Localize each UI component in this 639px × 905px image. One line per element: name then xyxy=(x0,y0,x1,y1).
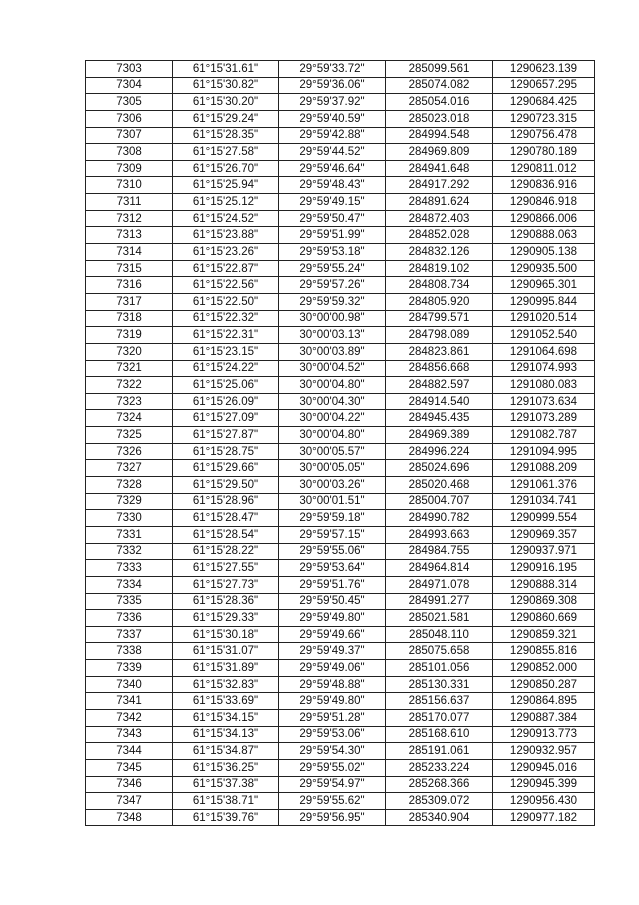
y-coordinate-cell: 1290846.918 xyxy=(493,194,595,211)
latitude-cell: 61°15'23.88" xyxy=(173,227,279,244)
longitude-cell: 30°00'04.52" xyxy=(279,360,386,377)
point-number-cell: 7340 xyxy=(86,676,173,693)
x-coordinate-cell: 285268.366 xyxy=(386,776,493,793)
table-row xyxy=(86,343,595,360)
longitude-cell: 29°59'50.47" xyxy=(279,210,386,227)
table-row xyxy=(86,560,595,577)
y-coordinate-cell: 1290969.357 xyxy=(493,526,595,543)
table-row xyxy=(86,327,595,344)
point-number-cell: 7336 xyxy=(86,610,173,627)
y-coordinate-cell: 1291088.209 xyxy=(493,460,595,477)
latitude-cell: 61°15'28.36" xyxy=(173,593,279,610)
latitude-cell: 61°15'28.54" xyxy=(173,526,279,543)
y-coordinate-cell: 1290995.844 xyxy=(493,293,595,310)
latitude-cell: 61°15'36.25" xyxy=(173,759,279,776)
longitude-cell: 30°00'03.89" xyxy=(279,343,386,360)
latitude-cell: 61°15'31.89" xyxy=(173,660,279,677)
latitude-cell: 61°15'27.09" xyxy=(173,410,279,427)
x-coordinate-cell: 284971.078 xyxy=(386,576,493,593)
y-coordinate-cell: 1290723.315 xyxy=(493,110,595,127)
point-number-cell: 7344 xyxy=(86,743,173,760)
y-coordinate-cell: 1291064.698 xyxy=(493,343,595,360)
latitude-cell: 61°15'26.09" xyxy=(173,393,279,410)
table-row xyxy=(86,293,595,310)
table-row xyxy=(86,377,595,394)
point-number-cell: 7303 xyxy=(86,61,173,78)
y-coordinate-cell: 1291052.540 xyxy=(493,327,595,344)
x-coordinate-cell: 284969.389 xyxy=(386,427,493,444)
longitude-cell: 29°59'59.18" xyxy=(279,510,386,527)
x-coordinate-cell: 285024.696 xyxy=(386,460,493,477)
latitude-cell: 61°15'28.35" xyxy=(173,127,279,144)
point-number-cell: 7341 xyxy=(86,693,173,710)
longitude-cell: 30°00'03.13" xyxy=(279,327,386,344)
y-coordinate-cell: 1290916.195 xyxy=(493,560,595,577)
longitude-cell: 29°59'37.92" xyxy=(279,94,386,111)
latitude-cell: 61°15'29.24" xyxy=(173,110,279,127)
table-row xyxy=(86,493,595,510)
latitude-cell: 61°15'31.61" xyxy=(173,61,279,78)
x-coordinate-cell: 285340.904 xyxy=(386,809,493,826)
x-coordinate-cell: 284872.403 xyxy=(386,210,493,227)
table-row xyxy=(86,443,595,460)
x-coordinate-cell: 284994.548 xyxy=(386,127,493,144)
y-coordinate-cell: 1290780.189 xyxy=(493,144,595,161)
y-coordinate-cell: 1290811.012 xyxy=(493,160,595,177)
latitude-cell: 61°15'30.18" xyxy=(173,626,279,643)
point-number-cell: 7332 xyxy=(86,543,173,560)
longitude-cell: 29°59'42.88" xyxy=(279,127,386,144)
table-row xyxy=(86,477,595,494)
longitude-cell: 30°00'05.57" xyxy=(279,443,386,460)
longitude-cell: 29°59'46.64" xyxy=(279,160,386,177)
table-row xyxy=(86,144,595,161)
table-row xyxy=(86,576,595,593)
longitude-cell: 29°59'57.15" xyxy=(279,526,386,543)
longitude-cell: 29°59'53.06" xyxy=(279,726,386,743)
point-number-cell: 7321 xyxy=(86,360,173,377)
point-number-cell: 7311 xyxy=(86,194,173,211)
table-row xyxy=(86,393,595,410)
x-coordinate-cell: 284917.292 xyxy=(386,177,493,194)
point-number-cell: 7329 xyxy=(86,493,173,510)
point-number-cell: 7310 xyxy=(86,177,173,194)
x-coordinate-cell: 285054.016 xyxy=(386,94,493,111)
y-coordinate-cell: 1290888.063 xyxy=(493,227,595,244)
point-number-cell: 7308 xyxy=(86,144,173,161)
y-coordinate-cell: 1290850.287 xyxy=(493,676,595,693)
y-coordinate-cell: 1290864.895 xyxy=(493,693,595,710)
x-coordinate-cell: 284882.597 xyxy=(386,377,493,394)
latitude-cell: 61°15'28.22" xyxy=(173,543,279,560)
latitude-cell: 61°15'34.13" xyxy=(173,726,279,743)
longitude-cell: 29°59'33.72" xyxy=(279,61,386,78)
table-row xyxy=(86,526,595,543)
point-number-cell: 7314 xyxy=(86,244,173,261)
longitude-cell: 30°00'01.51" xyxy=(279,493,386,510)
table-row xyxy=(86,427,595,444)
latitude-cell: 61°15'27.87" xyxy=(173,427,279,444)
table-row xyxy=(86,809,595,826)
x-coordinate-cell: 285101.056 xyxy=(386,660,493,677)
x-coordinate-cell: 284996.224 xyxy=(386,443,493,460)
x-coordinate-cell: 285048.110 xyxy=(386,626,493,643)
longitude-cell: 29°59'56.95" xyxy=(279,809,386,826)
table-row xyxy=(86,360,595,377)
y-coordinate-cell: 1291074.993 xyxy=(493,360,595,377)
point-number-cell: 7338 xyxy=(86,643,173,660)
x-coordinate-cell: 285074.082 xyxy=(386,77,493,94)
point-number-cell: 7343 xyxy=(86,726,173,743)
point-number-cell: 7337 xyxy=(86,626,173,643)
latitude-cell: 61°15'32.83" xyxy=(173,676,279,693)
point-number-cell: 7323 xyxy=(86,393,173,410)
table-row xyxy=(86,726,595,743)
x-coordinate-cell: 284984.755 xyxy=(386,543,493,560)
longitude-cell: 30°00'04.80" xyxy=(279,377,386,394)
x-coordinate-cell: 284990.782 xyxy=(386,510,493,527)
longitude-cell: 30°00'05.05" xyxy=(279,460,386,477)
latitude-cell: 61°15'37.38" xyxy=(173,776,279,793)
table-row xyxy=(86,277,595,294)
latitude-cell: 61°15'22.56" xyxy=(173,277,279,294)
table-row xyxy=(86,177,595,194)
x-coordinate-cell: 285099.561 xyxy=(386,61,493,78)
longitude-cell: 29°59'49.15" xyxy=(279,194,386,211)
table-row xyxy=(86,610,595,627)
point-number-cell: 7342 xyxy=(86,709,173,726)
y-coordinate-cell: 1291094.995 xyxy=(493,443,595,460)
table-row xyxy=(86,410,595,427)
x-coordinate-cell: 284819.102 xyxy=(386,260,493,277)
coordinates-table-body xyxy=(86,61,595,826)
longitude-cell: 30°00'03.26" xyxy=(279,477,386,494)
y-coordinate-cell: 1290855.816 xyxy=(493,643,595,660)
point-number-cell: 7305 xyxy=(86,94,173,111)
y-coordinate-cell: 1290945.399 xyxy=(493,776,595,793)
longitude-cell: 29°59'51.76" xyxy=(279,576,386,593)
x-coordinate-cell: 284805.920 xyxy=(386,293,493,310)
table-row xyxy=(86,793,595,810)
longitude-cell: 29°59'50.45" xyxy=(279,593,386,610)
y-coordinate-cell: 1291073.289 xyxy=(493,410,595,427)
latitude-cell: 61°15'24.52" xyxy=(173,210,279,227)
latitude-cell: 61°15'30.82" xyxy=(173,77,279,94)
longitude-cell: 29°59'49.37" xyxy=(279,643,386,660)
point-number-cell: 7315 xyxy=(86,260,173,277)
y-coordinate-cell: 1290935.500 xyxy=(493,260,595,277)
y-coordinate-cell: 1291061.376 xyxy=(493,477,595,494)
table-row xyxy=(86,127,595,144)
point-number-cell: 7306 xyxy=(86,110,173,127)
point-number-cell: 7325 xyxy=(86,427,173,444)
x-coordinate-cell: 285021.581 xyxy=(386,610,493,627)
table-row xyxy=(86,94,595,111)
latitude-cell: 61°15'26.70" xyxy=(173,160,279,177)
longitude-cell: 29°59'49.80" xyxy=(279,610,386,627)
point-number-cell: 7326 xyxy=(86,443,173,460)
latitude-cell: 61°15'31.07" xyxy=(173,643,279,660)
point-number-cell: 7322 xyxy=(86,377,173,394)
latitude-cell: 61°15'22.87" xyxy=(173,260,279,277)
x-coordinate-cell: 284823.861 xyxy=(386,343,493,360)
point-number-cell: 7345 xyxy=(86,759,173,776)
longitude-cell: 30°00'00.98" xyxy=(279,310,386,327)
y-coordinate-cell: 1290905.138 xyxy=(493,244,595,261)
table-row xyxy=(86,660,595,677)
latitude-cell: 61°15'25.12" xyxy=(173,194,279,211)
table-row xyxy=(86,709,595,726)
table-row xyxy=(86,759,595,776)
point-number-cell: 7331 xyxy=(86,526,173,543)
latitude-cell: 61°15'24.22" xyxy=(173,360,279,377)
latitude-cell: 61°15'30.20" xyxy=(173,94,279,111)
x-coordinate-cell: 284856.668 xyxy=(386,360,493,377)
y-coordinate-cell: 1291034.741 xyxy=(493,493,595,510)
table-row xyxy=(86,543,595,560)
latitude-cell: 61°15'33.69" xyxy=(173,693,279,710)
point-number-cell: 7316 xyxy=(86,277,173,294)
y-coordinate-cell: 1290859.321 xyxy=(493,626,595,643)
table-row xyxy=(86,693,595,710)
latitude-cell: 61°15'28.75" xyxy=(173,443,279,460)
table-row xyxy=(86,194,595,211)
latitude-cell: 61°15'28.47" xyxy=(173,510,279,527)
x-coordinate-cell: 284914.540 xyxy=(386,393,493,410)
x-coordinate-cell: 284891.624 xyxy=(386,194,493,211)
longitude-cell: 30°00'04.22" xyxy=(279,410,386,427)
longitude-cell: 29°59'55.06" xyxy=(279,543,386,560)
latitude-cell: 61°15'39.76" xyxy=(173,809,279,826)
table-row xyxy=(86,160,595,177)
longitude-cell: 29°59'54.97" xyxy=(279,776,386,793)
longitude-cell: 29°59'49.80" xyxy=(279,693,386,710)
longitude-cell: 29°59'48.43" xyxy=(279,177,386,194)
y-coordinate-cell: 1290657.295 xyxy=(493,77,595,94)
table-row xyxy=(86,460,595,477)
x-coordinate-cell: 284832.126 xyxy=(386,244,493,261)
latitude-cell: 61°15'23.26" xyxy=(173,244,279,261)
point-number-cell: 7318 xyxy=(86,310,173,327)
latitude-cell: 61°15'27.58" xyxy=(173,144,279,161)
table-row xyxy=(86,643,595,660)
latitude-cell: 61°15'22.31" xyxy=(173,327,279,344)
longitude-cell: 29°59'55.62" xyxy=(279,793,386,810)
point-number-cell: 7312 xyxy=(86,210,173,227)
point-number-cell: 7328 xyxy=(86,477,173,494)
table-row xyxy=(86,210,595,227)
coordinates-table xyxy=(85,60,595,826)
y-coordinate-cell: 1290932.957 xyxy=(493,743,595,760)
table-row xyxy=(86,61,595,78)
latitude-cell: 61°15'27.55" xyxy=(173,560,279,577)
point-number-cell: 7334 xyxy=(86,576,173,593)
longitude-cell: 29°59'40.59" xyxy=(279,110,386,127)
y-coordinate-cell: 1290888.314 xyxy=(493,576,595,593)
y-coordinate-cell: 1290977.182 xyxy=(493,809,595,826)
point-number-cell: 7313 xyxy=(86,227,173,244)
latitude-cell: 61°15'25.94" xyxy=(173,177,279,194)
y-coordinate-cell: 1290913.773 xyxy=(493,726,595,743)
latitude-cell: 61°15'29.66" xyxy=(173,460,279,477)
y-coordinate-cell: 1290887.384 xyxy=(493,709,595,726)
longitude-cell: 29°59'55.24" xyxy=(279,260,386,277)
x-coordinate-cell: 285130.331 xyxy=(386,676,493,693)
y-coordinate-cell: 1290956.430 xyxy=(493,793,595,810)
y-coordinate-cell: 1290852.000 xyxy=(493,660,595,677)
longitude-cell: 29°59'54.30" xyxy=(279,743,386,760)
table-row xyxy=(86,110,595,127)
table-row xyxy=(86,676,595,693)
longitude-cell: 29°59'51.99" xyxy=(279,227,386,244)
x-coordinate-cell: 285004.707 xyxy=(386,493,493,510)
latitude-cell: 61°15'28.96" xyxy=(173,493,279,510)
x-coordinate-cell: 285170.077 xyxy=(386,709,493,726)
point-number-cell: 7319 xyxy=(86,327,173,344)
point-number-cell: 7330 xyxy=(86,510,173,527)
longitude-cell: 29°59'51.28" xyxy=(279,709,386,726)
y-coordinate-cell: 1290965.301 xyxy=(493,277,595,294)
point-number-cell: 7346 xyxy=(86,776,173,793)
latitude-cell: 61°15'29.33" xyxy=(173,610,279,627)
y-coordinate-cell: 1290866.006 xyxy=(493,210,595,227)
longitude-cell: 29°59'57.26" xyxy=(279,277,386,294)
x-coordinate-cell: 285156.637 xyxy=(386,693,493,710)
point-number-cell: 7307 xyxy=(86,127,173,144)
x-coordinate-cell: 285191.061 xyxy=(386,743,493,760)
longitude-cell: 29°59'44.52" xyxy=(279,144,386,161)
x-coordinate-cell: 285020.468 xyxy=(386,477,493,494)
table-row xyxy=(86,743,595,760)
point-number-cell: 7347 xyxy=(86,793,173,810)
table-row xyxy=(86,776,595,793)
longitude-cell: 30°00'04.30" xyxy=(279,393,386,410)
point-number-cell: 7327 xyxy=(86,460,173,477)
latitude-cell: 61°15'34.15" xyxy=(173,709,279,726)
longitude-cell: 29°59'53.18" xyxy=(279,244,386,261)
x-coordinate-cell: 285023.018 xyxy=(386,110,493,127)
x-coordinate-cell: 285233.224 xyxy=(386,759,493,776)
latitude-cell: 61°15'38.71" xyxy=(173,793,279,810)
longitude-cell: 29°59'48.88" xyxy=(279,676,386,693)
point-number-cell: 7333 xyxy=(86,560,173,577)
y-coordinate-cell: 1290999.554 xyxy=(493,510,595,527)
x-coordinate-cell: 284964.814 xyxy=(386,560,493,577)
x-coordinate-cell: 285075.658 xyxy=(386,643,493,660)
y-coordinate-cell: 1291080.083 xyxy=(493,377,595,394)
table-row xyxy=(86,510,595,527)
latitude-cell: 61°15'22.50" xyxy=(173,293,279,310)
point-number-cell: 7320 xyxy=(86,343,173,360)
x-coordinate-cell: 285168.610 xyxy=(386,726,493,743)
y-coordinate-cell: 1291020.514 xyxy=(493,310,595,327)
y-coordinate-cell: 1290869.308 xyxy=(493,593,595,610)
x-coordinate-cell: 284799.571 xyxy=(386,310,493,327)
longitude-cell: 30°00'04.80" xyxy=(279,427,386,444)
y-coordinate-cell: 1290623.139 xyxy=(493,61,595,78)
point-number-cell: 7348 xyxy=(86,809,173,826)
table-row xyxy=(86,77,595,94)
x-coordinate-cell: 284941.648 xyxy=(386,160,493,177)
point-number-cell: 7339 xyxy=(86,660,173,677)
longitude-cell: 29°59'59.32" xyxy=(279,293,386,310)
y-coordinate-cell: 1290684.425 xyxy=(493,94,595,111)
point-number-cell: 7335 xyxy=(86,593,173,610)
longitude-cell: 29°59'55.02" xyxy=(279,759,386,776)
x-coordinate-cell: 284808.734 xyxy=(386,277,493,294)
y-coordinate-cell: 1290756.478 xyxy=(493,127,595,144)
y-coordinate-cell: 1291082.787 xyxy=(493,427,595,444)
y-coordinate-cell: 1290836.916 xyxy=(493,177,595,194)
longitude-cell: 29°59'49.66" xyxy=(279,626,386,643)
latitude-cell: 61°15'22.32" xyxy=(173,310,279,327)
y-coordinate-cell: 1290937.971 xyxy=(493,543,595,560)
x-coordinate-cell: 284945.435 xyxy=(386,410,493,427)
latitude-cell: 61°15'25.06" xyxy=(173,377,279,394)
latitude-cell: 61°15'27.73" xyxy=(173,576,279,593)
x-coordinate-cell: 284993.663 xyxy=(386,526,493,543)
table-row xyxy=(86,626,595,643)
x-coordinate-cell: 285309.072 xyxy=(386,793,493,810)
table-row xyxy=(86,310,595,327)
y-coordinate-cell: 1290860.669 xyxy=(493,610,595,627)
x-coordinate-cell: 284798.089 xyxy=(386,327,493,344)
latitude-cell: 61°15'34.87" xyxy=(173,743,279,760)
y-coordinate-cell: 1290945.016 xyxy=(493,759,595,776)
point-number-cell: 7309 xyxy=(86,160,173,177)
point-number-cell: 7304 xyxy=(86,77,173,94)
table-row xyxy=(86,244,595,261)
x-coordinate-cell: 284852.028 xyxy=(386,227,493,244)
x-coordinate-cell: 284969.809 xyxy=(386,144,493,161)
x-coordinate-cell: 284991.277 xyxy=(386,593,493,610)
y-coordinate-cell: 1291073.634 xyxy=(493,393,595,410)
latitude-cell: 61°15'29.50" xyxy=(173,477,279,494)
table-row xyxy=(86,227,595,244)
longitude-cell: 29°59'49.06" xyxy=(279,660,386,677)
longitude-cell: 29°59'53.64" xyxy=(279,560,386,577)
point-number-cell: 7317 xyxy=(86,293,173,310)
table-row xyxy=(86,593,595,610)
longitude-cell: 29°59'36.06" xyxy=(279,77,386,94)
table-row xyxy=(86,260,595,277)
point-number-cell: 7324 xyxy=(86,410,173,427)
latitude-cell: 61°15'23.15" xyxy=(173,343,279,360)
